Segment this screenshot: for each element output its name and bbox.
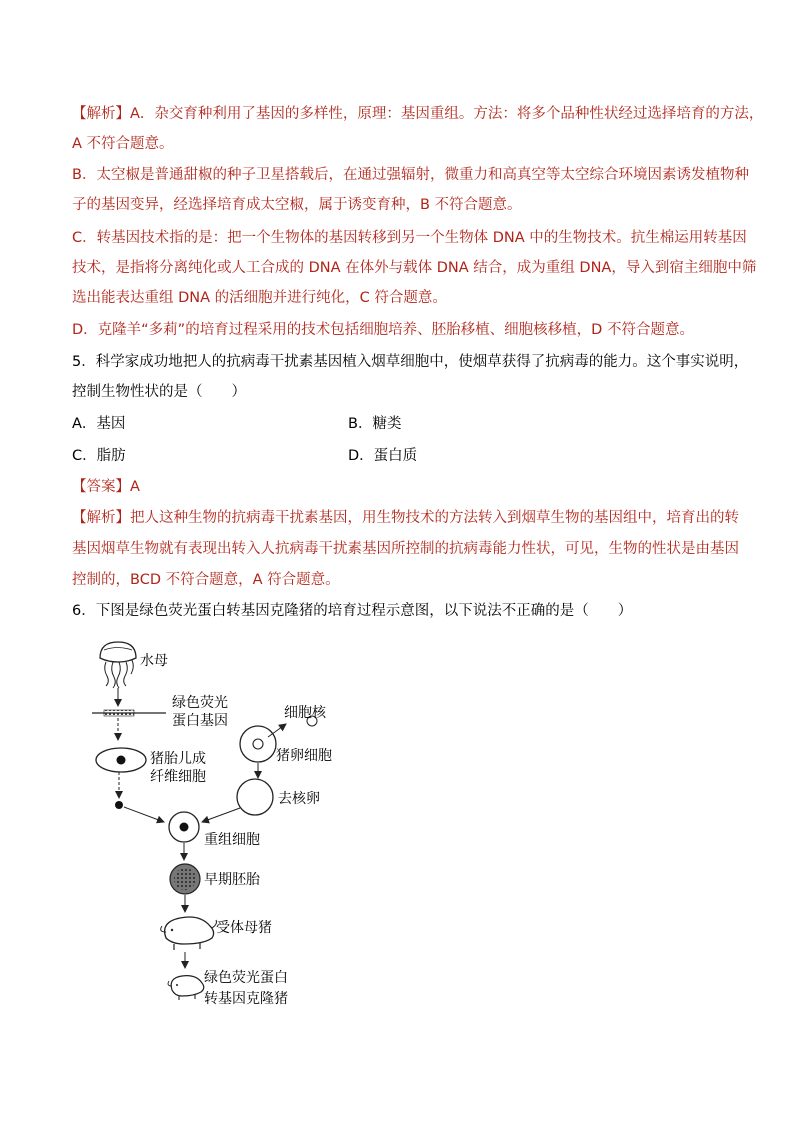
analysis-q4-line-2: A 不符合题意。 (72, 136, 174, 152)
q5-option-d: D．蛋白质 (348, 448, 418, 464)
analysis-q4-line-5: C．转基因技术指的是：把一个生物体的基因转移到另一个生物体 DNA 中的生物技术。抗生棉运用转基因 (72, 230, 747, 246)
cloning-process-diagram (88, 636, 368, 1012)
label-gfp-gene-1: 绿色荧光 (172, 695, 228, 711)
q5-answer: 【答案】A (72, 479, 140, 495)
q5-stem-line-1: 5．科学家成功地把人的抗病毒干扰素基因植入烟草细胞中，使烟草获得了抗病毒的能力。这个事实说明， (72, 354, 749, 370)
q5-option-b: B．糖类 (348, 416, 402, 432)
egg-nucleus (253, 739, 263, 749)
label-fibroblast-1: 猪胎儿成 (150, 751, 206, 767)
q5-option-a: A．基因 (72, 416, 126, 432)
analysis-q4-line-8: D．克隆羊“多莉”的培育过程采用的技术包括细胞培养、胚胎移植、细胞核移植，D 不符合题意。 (72, 322, 694, 338)
label-early-embryo: 早期胚胎 (204, 872, 260, 888)
label-result-1: 绿色荧光蛋白 (204, 970, 288, 986)
recombinant-nucleus (180, 823, 189, 832)
label-gfp-gene-2: 蛋白基因 (172, 713, 228, 729)
gene-fragment-icon (92, 710, 166, 716)
label-egg: 猪卵细胞 (276, 748, 332, 764)
label-result-2: 转基因克隆猪 (204, 991, 288, 1007)
analysis-q4-line-1: 【解析】A．杂交育种利用了基因的多样性，原理：基因重组。方法：将多个品种性状经过选择培育的方法， (72, 106, 764, 122)
label-recombinant-cell: 重组细胞 (204, 832, 260, 848)
label-jellyfish: 水母 (140, 653, 168, 669)
q6-stem: 6．下图是绿色荧光蛋白转基因克隆猪的培育过程示意图，以下说法不正确的是（ ） (72, 603, 633, 619)
analysis-q4-line-3: B．太空椒是普通甜椒的种子卫星搭载后，在通过强辐射，微重力和高真空等太空综合环境因素诱发植物种 (72, 167, 749, 183)
enucleated-egg (237, 779, 273, 815)
fibroblast-nucleus (117, 756, 126, 765)
analysis-q4-line-6: 技术，是指将分离纯化或人工合成的 DNA 在体外与载体 DNA 结合，成为重组 DNA，导入到宿主细胞中筛 (72, 260, 757, 276)
label-enucleated-egg: 去核卵 (278, 791, 320, 807)
donor-nucleus (115, 801, 123, 809)
analysis-q4-line-4: 子的基因变异，经选择培育成太空椒，属于诱变育种，B 不符合题意。 (72, 197, 522, 213)
label-fibroblast-2: 纤维细胞 (150, 769, 206, 785)
q5-analysis-line-2: 基因烟草生物就有表现出转入人抗病毒干扰素基因所控制的抗病毒能力性状，可见，生物的性状是由基因 (72, 541, 739, 557)
jellyfish-icon (100, 642, 136, 688)
label-nucleus-visible: 细胞核 (284, 705, 326, 721)
label-surrogate: 受体母猪 (216, 920, 272, 936)
analysis-q4-line-7: 选出能表达重组 DNA 的活细胞并进行纯化，C 符合题意。 (72, 290, 447, 306)
egg-cell (240, 726, 276, 762)
cloned-pig-icon (168, 976, 204, 1000)
surrogate-pig-icon (161, 917, 217, 950)
q5-analysis-line-3: 控制的，BCD 不符合题意，A 符合题意。 (72, 572, 340, 588)
q5-analysis-line-1: 【解析】把人这种生物的抗病毒干扰素基因，用生物技术的方法转入到烟草生物的基因组中，培育出的转 (72, 510, 739, 526)
q5-stem-line-2: 控制生物性状的是（ ） (72, 384, 246, 400)
q5-option-c: C．脂肪 (72, 448, 126, 464)
